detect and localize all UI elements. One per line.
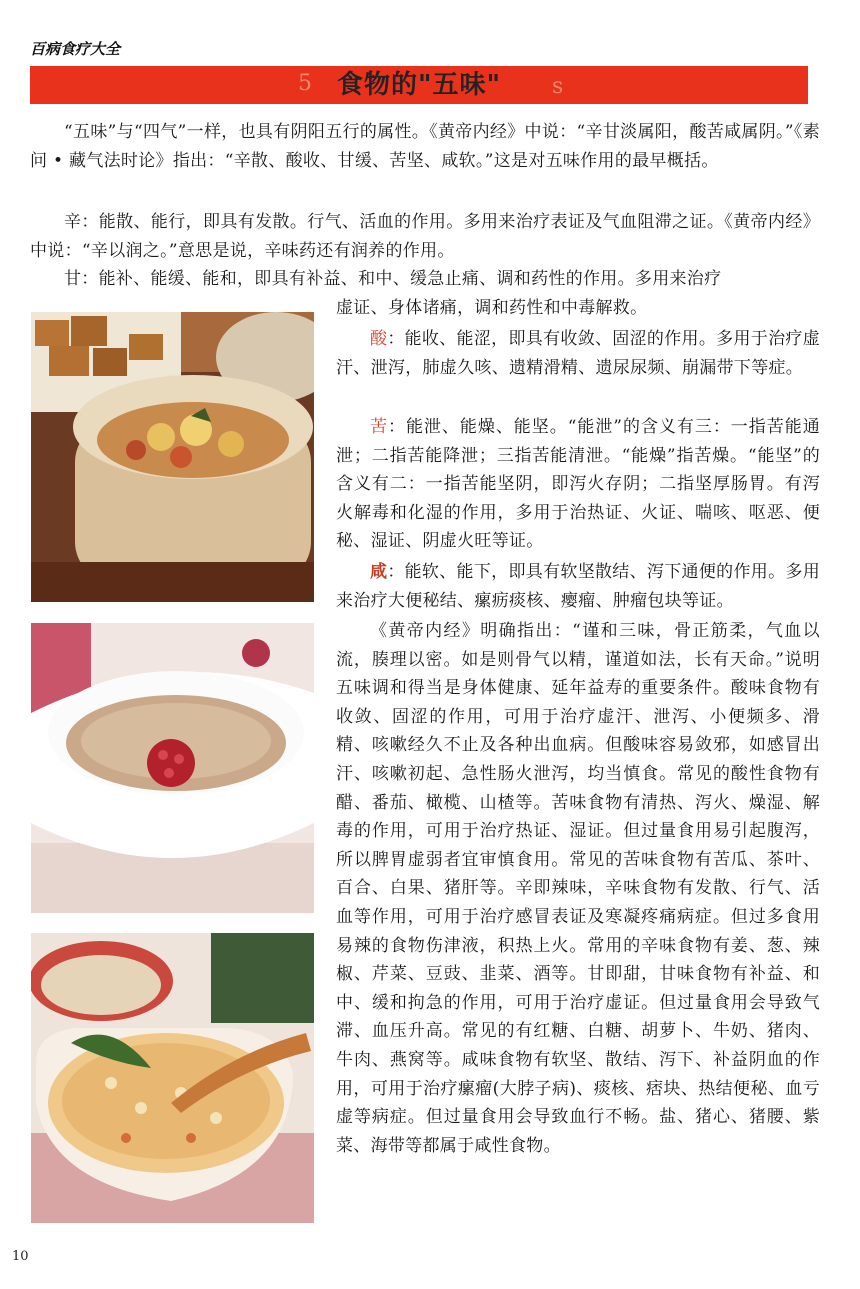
suan-text: ：能收、能涩，即具有收敛、固涩的作用。多用于治疗虚汗、泄泻，肺虚久咳、遗精滑精、遗尿尿频、崩漏带下等症。 — [336, 329, 820, 378]
gan-paragraph-line2: 虚证、身体诸痛，调和药性和中毒解救。 — [336, 298, 648, 318]
xian-paragraph — [336, 558, 820, 615]
section-title: 食物的"五味" — [336, 70, 502, 100]
pasta-soup-photo — [31, 933, 314, 1223]
xin-label: 辛： — [64, 212, 99, 232]
body-paragraph: 《黄帝内经》明确指出：“谨和三味，骨正筋柔，气血以流，腠理以密。如是则骨气以精，谨道如法，长有天命。”说明五味调和得当是身体健康、延年益寿的重要条件。酸味食物有收敛、固涩的作用，可用于治疗虚汗、泄泻、小便频多、滑精、咳嗽经久不止及各种出血病。但酸味容易敛邪，如感冒出汗、咳嗽初起、急性肠火泄泻，均当慎食。常见的酸性食物有醋、番茄、橄榄、山楂等。苦味食物有清热、泻火、燥湿、解毒的作用，可用于治疗热证、湿证。但过量食用易引起腹泻，所以脾胃虚弱者宜审慎食用。常见的苦味食物有苦瓜、茶叶、百合、白果、猪肝等。辛即辣味，辛味食物有发散、行气、活血等作用，可用于治疗感冒表证及寒凝疼痛病症。但过多食用易辣的食物伤津液，积热上火。常用的辛味食物有姜、葱、辣椒、芹菜、豆豉、韭菜、酒等。甘即甜，甘味食物有补益、和中、缓和拘急的作用，可用于治疗虚证。但过量食用会导致气滞、血压升高。常见的有红糖、白糖、胡萝卜、牛奶、猪肉、牛肉、燕窝等。咸味食物有软坚、散结、泻下、补益阴血的作用，可用于治疗瘰瘤(大脖子病)、痰核、痞块、热结便秘、血亏虚等病症。但过量食用会导致血行不畅。盐、猪心、猪腰、紫菜、海带等都属于咸性食物。 — [336, 621, 820, 1156]
stew-bowl-photo — [31, 312, 314, 602]
gan-text-line1: 能补、能缓、能和，即具有补益、和中、缓急止痛、调和药性的作用。多用来治疗 — [98, 269, 722, 289]
intro-paragraph: “五味”与“四气”一样，也具有阴阳五行的属性。《黄帝内经》中说：“辛甘淡属阳，酸苦咸属阴。”《素问 • 藏气法时论》指出：“辛散、酸收、甘缓、苦坚、咸软。”这是对五味作用的最早概括。 — [30, 122, 820, 171]
suan-label: 酸 — [370, 329, 388, 349]
gan-paragraph-line1 — [30, 265, 820, 294]
porridge-bowl-photo — [31, 623, 314, 913]
section-title-bar — [30, 66, 808, 104]
running-title: 百病食疗大全 — [30, 40, 121, 58]
xin-paragraph — [30, 208, 820, 265]
title-decoration: s — [552, 74, 564, 99]
xin-text: 能散、能行，即具有发散。行气、活血的作用。多用来治疗表证及气血阻滞之证。《黄帝内经》中说：“辛以润之。”意思是说，辛味药还有润养的作用。 — [30, 212, 820, 261]
section-number: 5 — [298, 71, 312, 96]
page-number: 10 — [12, 1249, 29, 1264]
ku-label: 苦 — [370, 417, 388, 437]
ku-paragraph — [336, 413, 820, 556]
xian-text: ：能软、能下，即具有软坚散结、泻下通便的作用。多用来治疗大便秘结、瘰疬痰核、瘿瘤、肿瘤包块等证。 — [336, 562, 820, 611]
ku-text: ：能泄、能燥、能坚。“能泄”的含义有三：一指苦能通泄；二指苦能降泄；三指苦能清泄。“能燥”指苦燥。“能坚”的含义有二：一指苦能坚阴，即泻火存阴；二指坚厚肠胃。有泻火解毒和化湿的作用，多用于治热证、火证、喘咳、呕恶、便秘、湿证、阴虚火旺等证。 — [336, 417, 820, 552]
gan-label: 甘： — [64, 269, 99, 289]
xian-label: 咸 — [370, 562, 388, 582]
suan-paragraph — [336, 325, 820, 382]
